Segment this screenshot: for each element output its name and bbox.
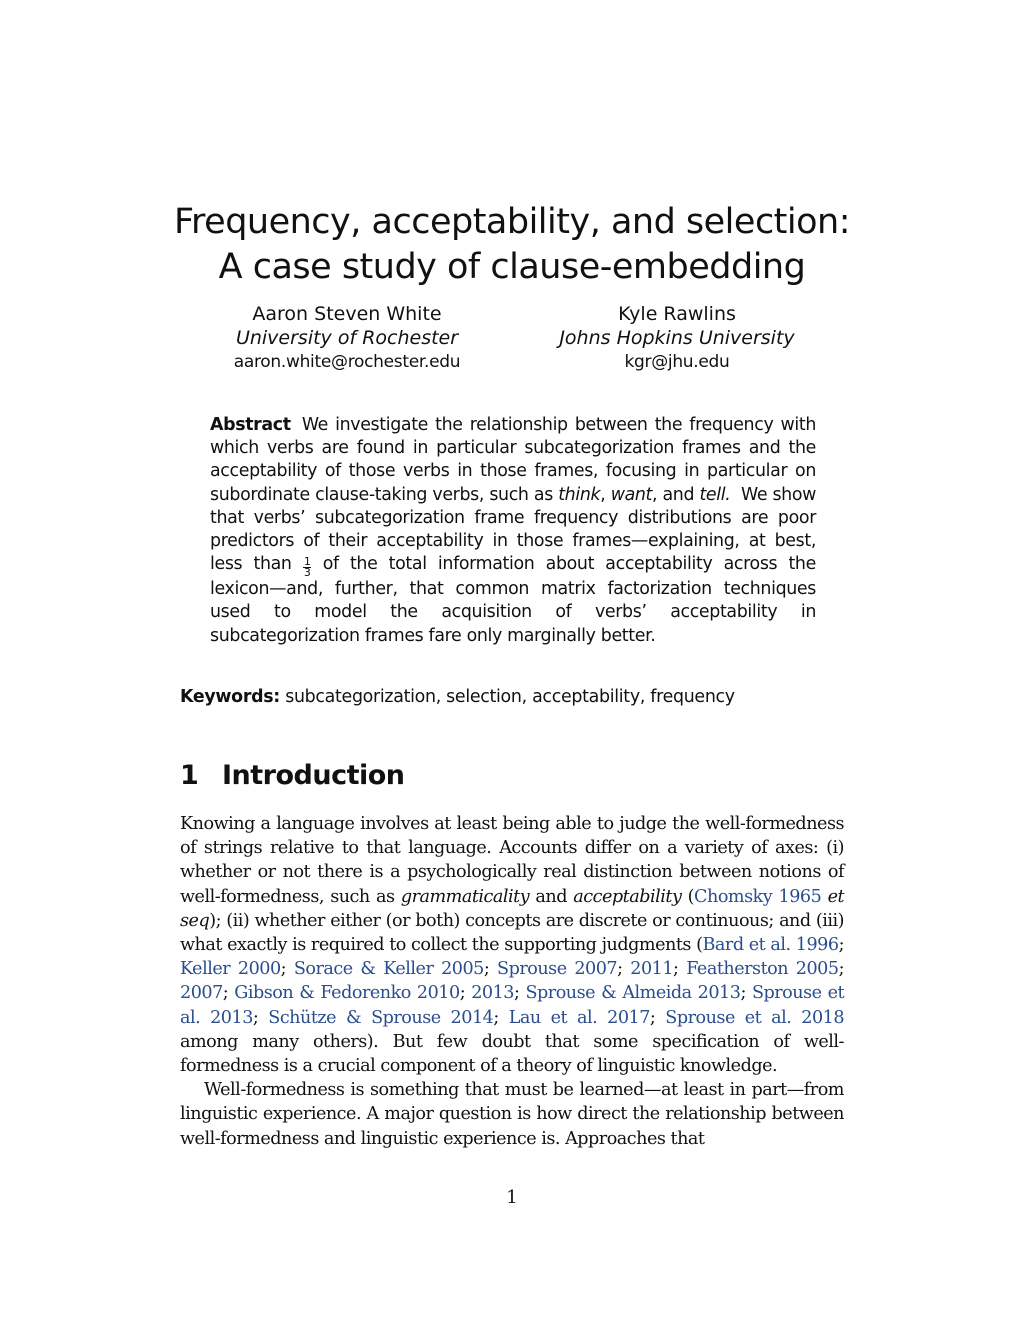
punct: ( [687,886,695,907]
keywords [180,687,735,707]
author-name: Aaron Steven White [252,303,442,325]
author-name: Kyle Rawlins [618,303,736,325]
punct: ; [513,983,520,1004]
paragraph-2: Well-formedness is something that must be learned—at least in part—from linguistic experience. A major question is how direct the relationship between well-formedness and linguistic experience is. Approaches that [180,1080,844,1149]
body-text [180,812,844,1151]
verb-think: think [558,484,601,505]
punct: ; [483,959,490,980]
text: Knowing a language involves at least being able to judge the well-formedness of strings relative to that language. Accounts differ on a variety of axes: (i) whether or not there is a psychologically real distinction between notions of well-formedness, such as [180,814,844,907]
author-affiliation: University of Rochester [235,327,459,349]
punct: ; [222,983,229,1004]
title-line-1: Frequency, acceptability, and selection: [173,202,851,242]
abstract-text: of the total information about acceptability across the lexicon—and, further, that common matrix factorization techniques used to model the acquisition of verbs’ acceptability in subcategorization frames fare only marginally better. [210,554,816,646]
citation-link[interactable]: Sprouse et al. 2018 [665,1007,845,1028]
fraction-numerator: 1 [303,555,311,569]
punct: ; [673,959,679,980]
term-grammaticality: grammaticality [400,886,530,907]
abstract [210,414,816,648]
punct: ; [649,1007,656,1028]
punct: , and [652,484,695,505]
author-email: kgr@jhu.edu [624,352,730,372]
punct: , [600,484,606,505]
section-number: 1 [180,760,199,791]
section-heading [180,760,405,791]
text: ); (ii) whether either (or both) concepts are discrete or continuous; and (iii) what exactly is required to collect the supporting judgments ( [180,910,844,956]
punct: ; [459,983,466,1004]
citation-link[interactable]: Sorace & Keller 2005 [293,959,484,980]
citation-link[interactable]: Chomsky 1965 [694,886,822,907]
citation-link[interactable]: 2013 [471,983,514,1004]
punct: ; [740,983,746,1004]
page-number: 1 [506,1187,518,1208]
author-block-2 [467,302,887,374]
punct: ; [252,1007,259,1028]
term-acceptability: acceptability [573,886,682,907]
citation-link[interactable]: Schütze & Sprouse 2014 [268,1007,494,1028]
keywords-text: subcategorization, selection, acceptability, frequency [285,687,735,707]
paragraph-1 [180,812,844,1078]
punct: ; [617,959,623,980]
citation-link[interactable]: Bard et al. 1996 [702,935,839,956]
section-title: Introduction [222,760,405,791]
punct: ; [838,935,844,956]
citation-link[interactable]: Lau et al. 2017 [508,1007,650,1028]
keywords-label: Keywords: [180,687,280,707]
author-affiliation: Johns Hopkins University [559,327,795,349]
verb-tell: tell. [699,484,731,505]
fraction-one-third [303,557,312,578]
abstract-label: Abstract [210,415,291,435]
citation-link[interactable]: Sprouse 2007 [497,959,618,980]
text: and [535,886,568,907]
text-et-seq: et seq [180,886,845,931]
paper-title [0,200,1024,290]
citation-link[interactable]: Keller 2000 [180,959,281,980]
citation-link[interactable]: Gibson & Fedorenko 2010 [234,983,460,1004]
punct: ; [838,959,845,980]
fraction-denominator: 3 [303,566,311,580]
verb-want: want [610,484,653,505]
punct: ; [493,1007,499,1028]
punct: ; [280,959,287,980]
text: among many others). But few doubt that some specification of well-formedness is a crucial component of a theory of linguistic knowledge. [180,1031,844,1077]
citation-link[interactable]: 2007 [180,983,223,1004]
citation-link[interactable]: Featherston 2005 [686,959,839,980]
title-line-2: A case study of clause-embedding [218,247,806,287]
abstract-text: We show that verbs’ subcategorization frame frequency distributions are poor predictors of their acceptability in those frames—explaining, at best, less than [210,484,817,575]
citation-link[interactable]: Sprouse & Almeida 2013 [525,983,741,1004]
author-email: aaron.white@rochester.edu [233,352,461,372]
citation-link[interactable]: 2011 [630,959,674,980]
citation-link[interactable]: Sprouse et al. 2013 [180,983,845,1028]
abstract-text: We investigate the relationship between the frequency with which verbs are found in particular subcategorization frames and the acceptability of those verbs in those frames, focusing in particular on subordinate clause-taking verbs, such as [210,415,816,505]
